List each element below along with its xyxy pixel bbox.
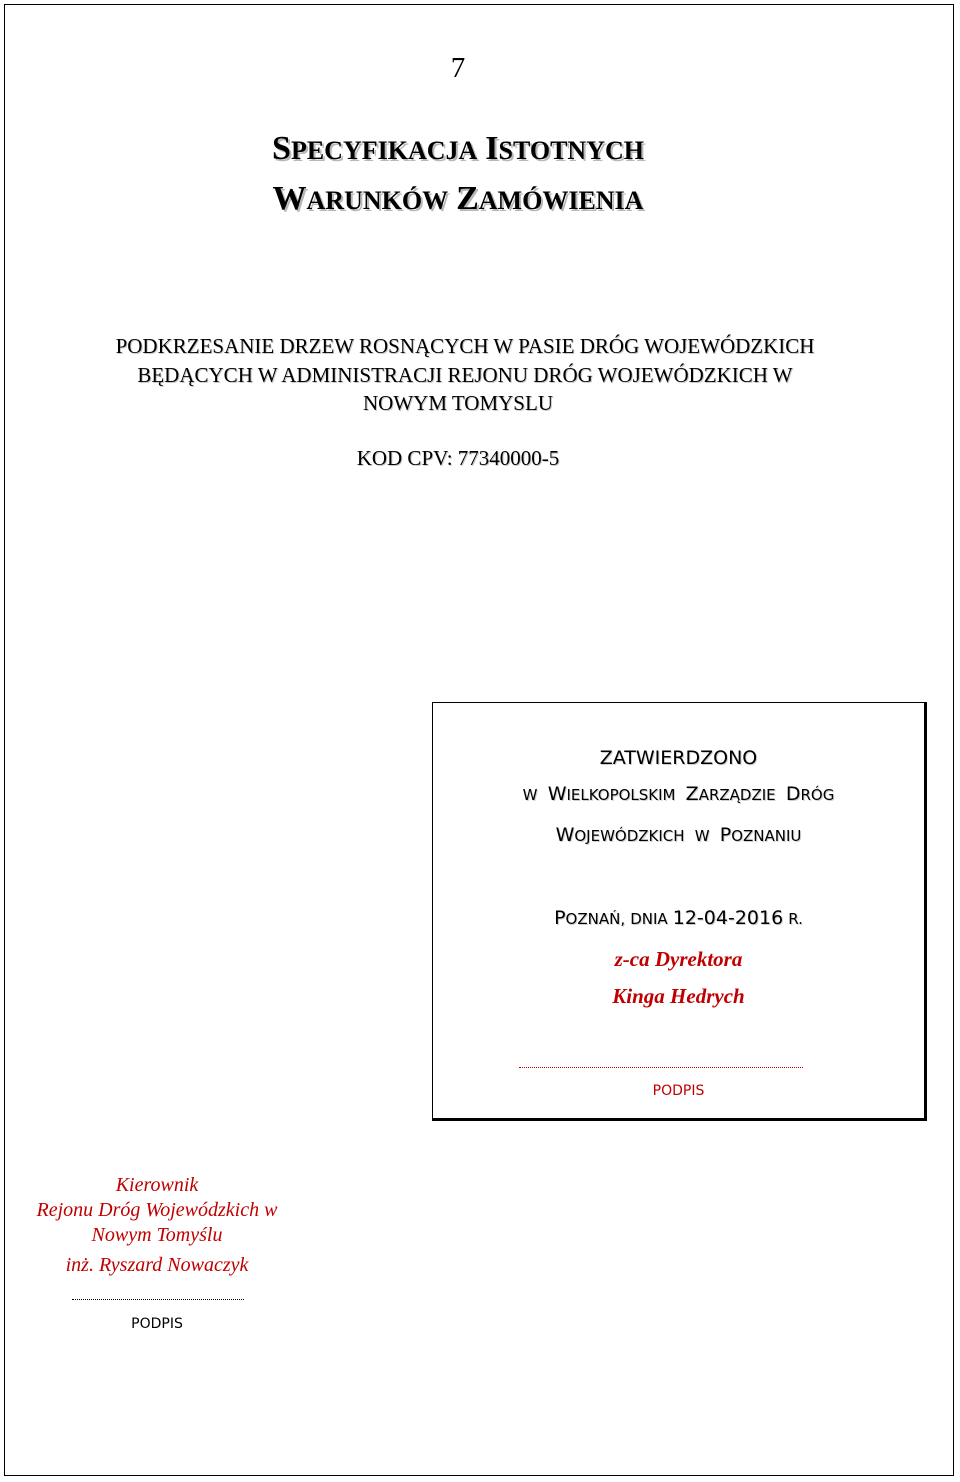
approval-authority-line-1: [433, 783, 924, 805]
document-title-line-2: [0, 180, 916, 218]
authority-word: W: [522, 786, 538, 804]
left-signature-line: [72, 1299, 244, 1300]
approval-heading: [433, 747, 924, 769]
date-city: OZNAŃ,: [565, 910, 626, 928]
authority-word: OJEWÓDZKICH: [574, 827, 685, 845]
title-rest: ARUNKÓW: [306, 186, 449, 215]
authority-word: IELKOPOLSKIM: [566, 786, 676, 804]
signer-title: z-ca Dyrektora: [614, 947, 743, 971]
subject-line-3: NOWYM TOMYSLU: [363, 391, 553, 415]
authority-word: OZNANIU: [731, 827, 802, 845]
approval-heading-text: ZATWIERDZONO: [599, 747, 758, 769]
title-rest: STOTNYCH: [498, 136, 644, 165]
date-cap: P: [554, 907, 566, 929]
title-cap: W: [272, 180, 307, 217]
approval-box: [432, 702, 927, 1121]
approval-date: 12-04-2016: [672, 907, 784, 929]
approval-date-line: [433, 907, 924, 929]
left-signer-name: inż. Ryszard Nowaczyk: [65, 1254, 249, 1276]
authority-cap: W: [555, 824, 575, 846]
signature-label: PODPIS: [652, 1083, 705, 1099]
date-r: R.: [788, 910, 803, 928]
approval-authority-line-2: [433, 824, 924, 846]
signer-name: Kinga Hedrych: [612, 984, 745, 1008]
left-signature-label: PODPIS: [131, 1316, 183, 1332]
date-dnia: DNIA: [630, 910, 668, 928]
authority-word: ARZĄDZIE: [698, 786, 776, 804]
subject-line-2: BĘDĄCYCH W ADMINISTRACJI REJONU DRÓG WOJEWÓDZKICH W: [137, 363, 793, 387]
left-signer-unit-line-2: Nowym Tomyślu: [91, 1224, 223, 1246]
authority-word: RÓG: [800, 786, 835, 804]
left-signer-unit-line-1: Rejonu Dróg Wojewódzkich w: [36, 1199, 278, 1221]
title-cap: Z: [456, 180, 479, 217]
document-title-line-1: [0, 130, 916, 168]
title-cap: S: [272, 130, 291, 167]
signature-line: [519, 1067, 803, 1068]
title-cap: I: [485, 130, 499, 167]
title-rest: PECYFIKACJA: [290, 136, 478, 165]
authority-cap: P: [719, 824, 732, 846]
authority-cap: Z: [685, 783, 699, 805]
left-signer-role: Kierownik: [115, 1174, 199, 1196]
authority-cap: W: [547, 783, 567, 805]
authority-cap: D: [785, 783, 801, 805]
cpv-code: KOD CPV: 77340000-5: [356, 446, 560, 470]
authority-word: W: [694, 827, 710, 845]
title-rest: AMÓWIENIA: [478, 186, 644, 215]
subject-line-1: PODKRZESANIE DRZEW ROSNĄCYCH W PASIE DRÓG WOJEWÓDZKICH: [115, 334, 815, 358]
page-number: 7: [450, 52, 466, 84]
